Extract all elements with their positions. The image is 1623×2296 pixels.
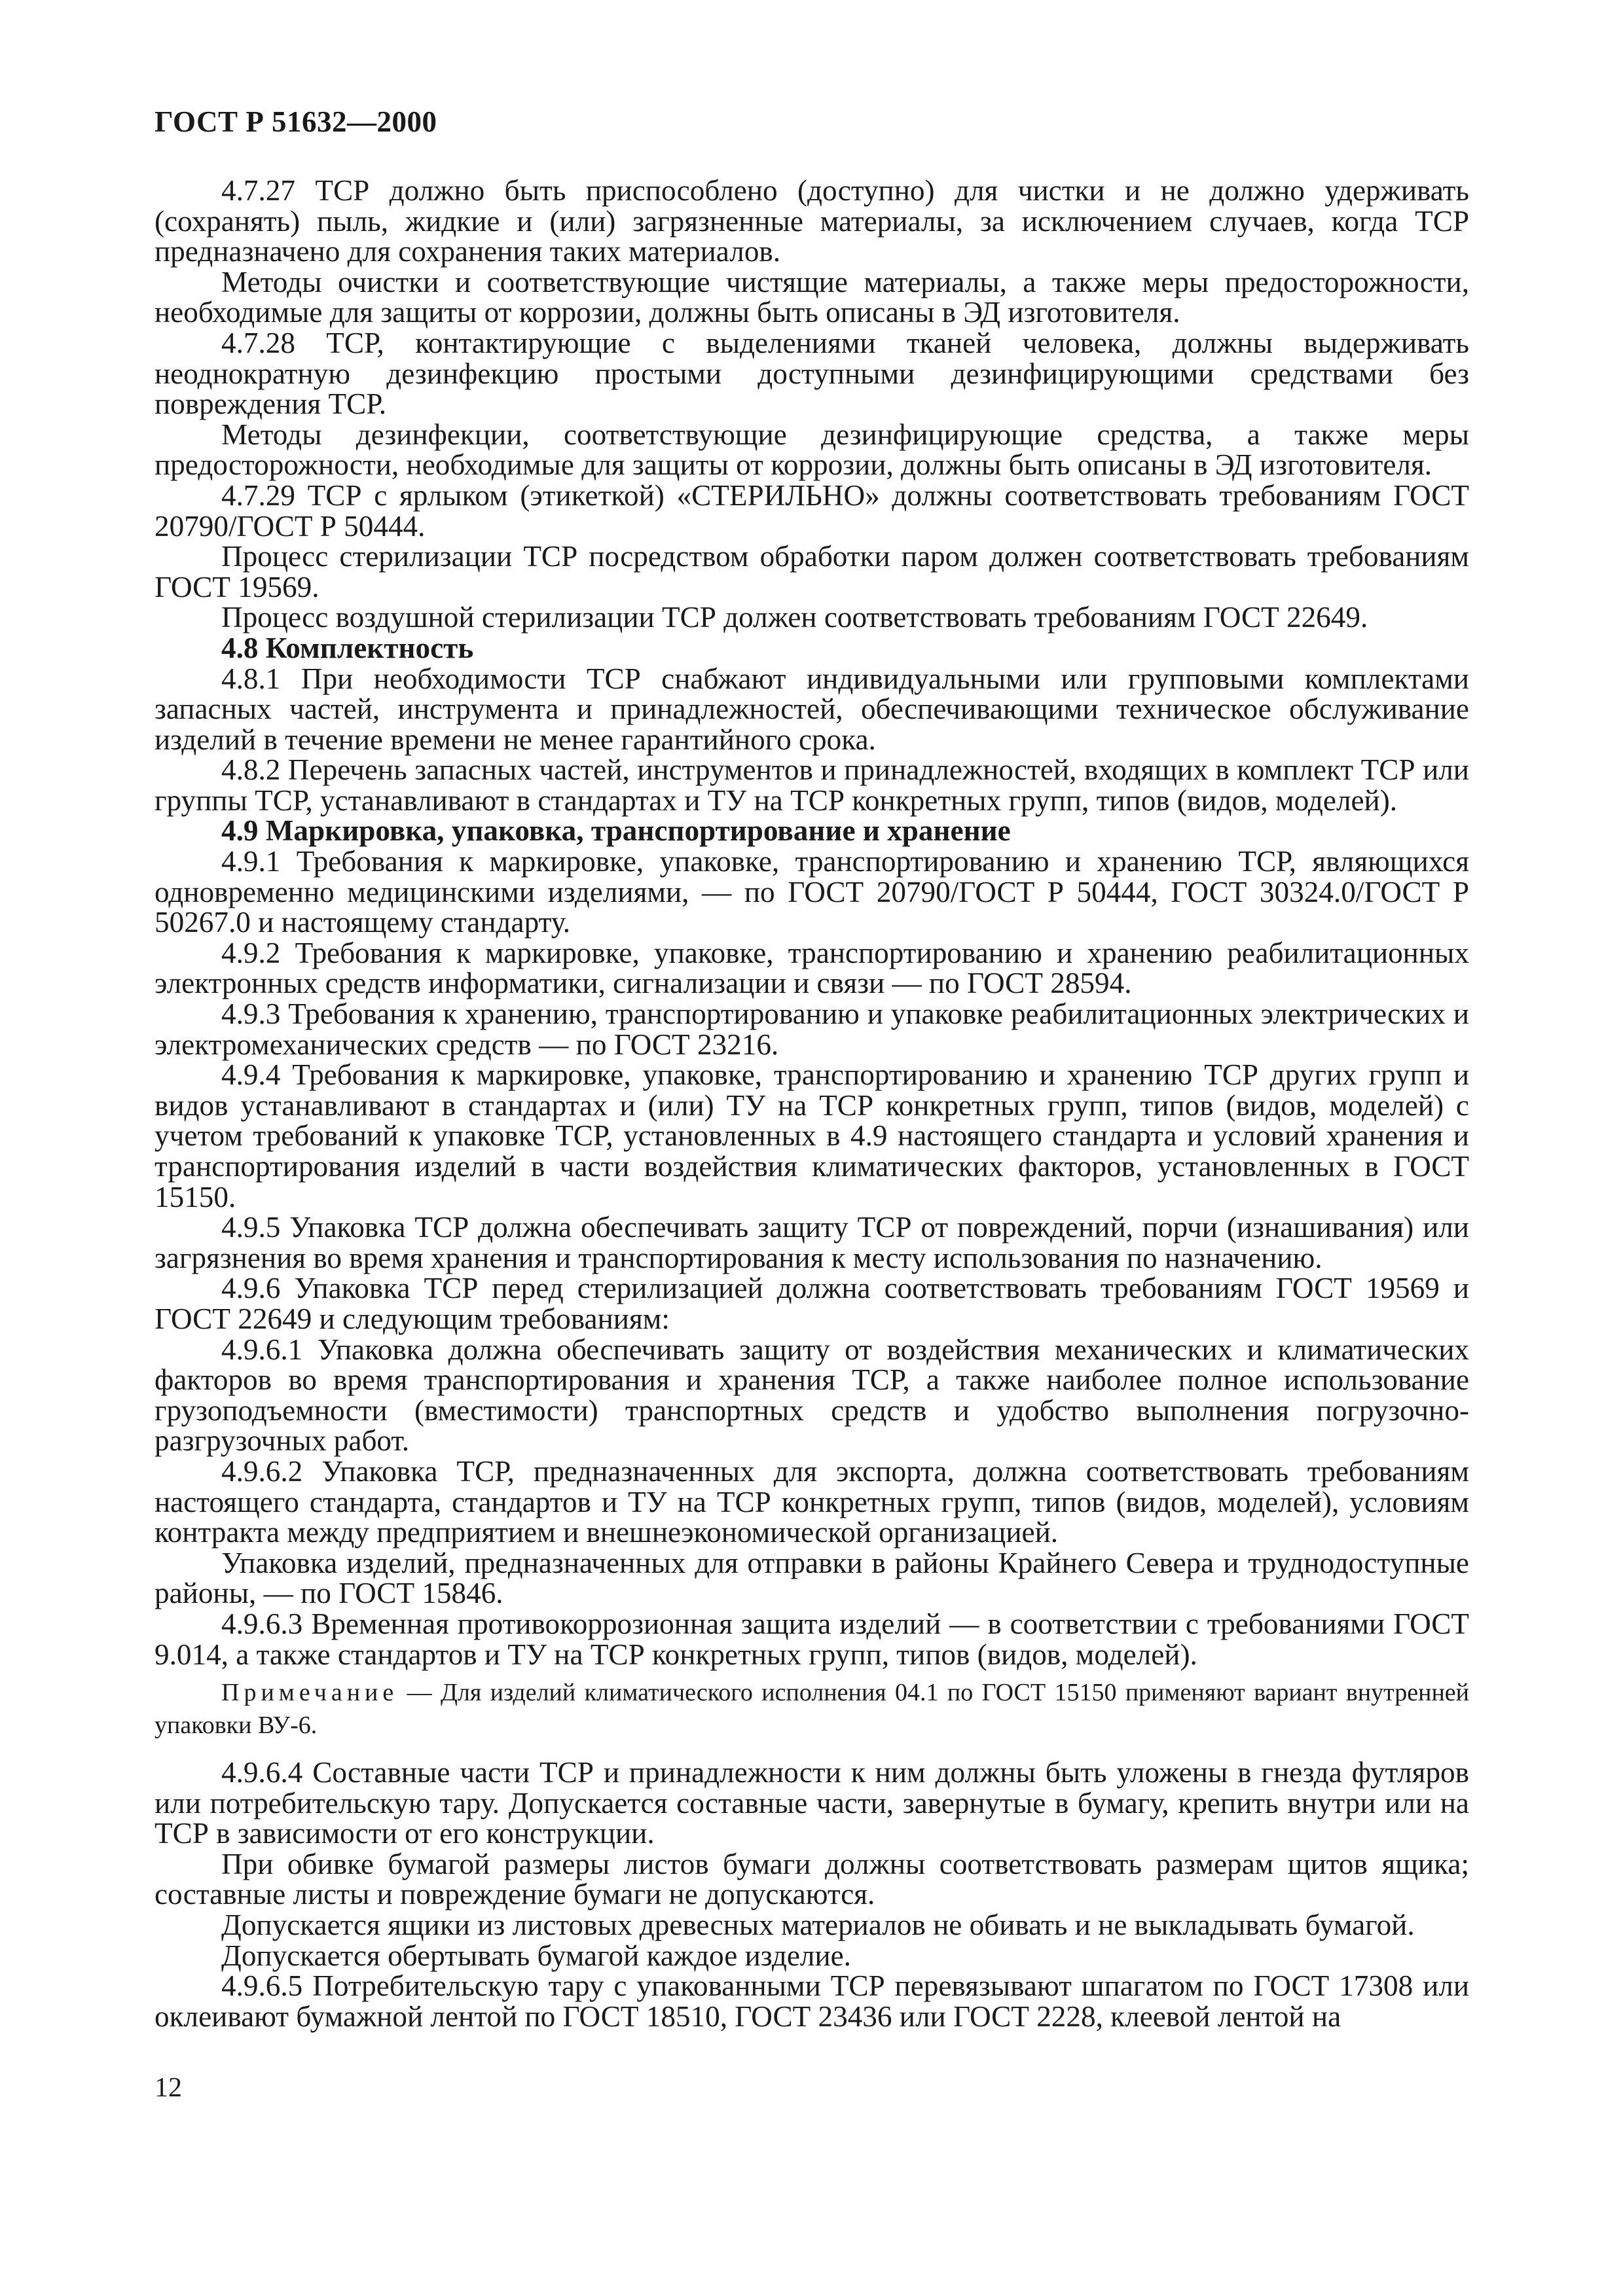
paragraph-4-9-3: 4.9.3 Требования к хранению, транспортированию и упаковке реабилитационных электрических и электромеханических средств — по ГОСТ 23216.	[155, 997, 1469, 1061]
document-header: ГОСТ Р 51632—2000	[155, 105, 437, 138]
paragraph-4-9-6-1: 4.9.6.1 Упаковка должна обеспечивать защиту от воздействия механических и климатических факторов во время транспортирования и хранения ТСР, а также наиболее полное использование грузоподъемности (вместимости) транспортных средств и удобство выполнения погрузочно-разгрузочных работ.	[155, 1333, 1469, 1458]
paragraph-4-9-6-5: 4.9.6.5 Потребительскую тару с упакованными ТСР перевязывают шпагатом по ГОСТ 17308 или оклеивают бумажной лентой по ГОСТ 18510, ГОСТ 23436 или ГОСТ 2228, клеевой лентой на	[155, 1969, 1469, 2033]
paragraph-4-7-28: 4.7.28 ТСР, контактирующие с выделениями тканей человека, должны выдерживать неоднократную дезинфекцию простыми доступными дезинфицирующими средствами без повреждения ТСР.	[155, 326, 1469, 421]
paragraph-4-9-4: 4.9.4 Требования к маркировке, упаковке, транспортированию и хранению ТСР других групп и видов устанавливают в стандартах и (или) ТУ на ТСР конкретных групп, типов (видов, моделей) с учетом требований к упаковке ТСР, установленных в 4.9 настоящего стандарта и условий хранения и транспортирования изделий в части воздействия климатических факторов, установленных в ГОСТ 15150.	[155, 1058, 1469, 1213]
paragraph-4-8-1: 4.8.1 При необходимости ТСР снабжают индивидуальными или групповыми комплектами запасных частей, инструмента и принадлежностей, обеспечивающими техническое обслуживание изделий в течение времени не менее гарантийного срока.	[155, 662, 1469, 756]
paragraph-4-7-29: 4.7.29 ТСР с ярлыком (этикеткой) «СТЕРИЛЬНО» должны соответствовать требованиям ГОСТ 20790/ГОСТ Р 50444.	[155, 478, 1469, 543]
paragraph-boxes-no-lining: Допускается ящики из листовых древесных материалов не обивать и не выкладывать бумагой.	[221, 1909, 1415, 1942]
paragraph-4-9-6: 4.9.6 Упаковка ТСР перед стерилизацией должна соответствовать требованиям ГОСТ 19569 и ГОСТ 22649 и следующим требованиям:	[155, 1272, 1469, 1335]
paragraph-4-9-5: 4.9.5 Упаковка ТСР должна обеспечивать защиту ТСР от повреждений, порчи (изнашивания) или загрязнения во время хранения и транспортирования к месту использования по назначению.	[155, 1211, 1469, 1274]
paragraph-4-9-1: 4.9.1 Требования к маркировке, упаковке, транспортированию и хранению ТСР, являющихся одновременно медицинскими изделиями, — по ГОСТ 20790/ГОСТ Р 50444, ГОСТ 30324.0/ГОСТ Р 50267.0 и настоящему стандарту.	[155, 845, 1469, 939]
paragraph-cleaning-methods: Методы очистки и соответствующие чистящие материалы, а также меры предосторожности, необходимые для защиты от коррозии, должны быть описаны в ЭД изготовителя.	[155, 265, 1469, 329]
note-label: Примечание	[221, 1679, 399, 1707]
paragraph-4-9-2: 4.9.2 Требования к маркировке, упаковке, транспортированию и хранению реабилитационных электронных средств информатики, сигнализации и связи — по ГОСТ 28594.	[155, 936, 1469, 1000]
document-body	[155, 175, 1469, 2032]
paragraph-4-9-6-3: 4.9.6.3 Временная противокоррозионная защита изделий — в соответствии с требованиями ГОСТ 9.014, а также стандартов и ТУ на ТСР конкретных групп, типов (видов, моделей).	[155, 1607, 1469, 1671]
section-heading-4-8: 4.8 Комплектность	[221, 631, 474, 664]
paragraph-4-7-27: 4.7.27 ТСР должно быть приспособлено (доступно) для чистки и не должно удерживать (сохранять) пыль, жидкие и (или) загрязненные материалы, за исключением случаев, когда ТСР предназначено для сохранения таких материалов.	[155, 174, 1469, 268]
paragraph-disinfection-methods: Методы дезинфекции, соответствующие дезинфицирующие средства, а также меры предосторожности, необходимые для защиты от коррозии, должны быть описаны в ЭД изготовителя.	[155, 418, 1469, 482]
page-number: 12	[155, 2073, 182, 2103]
paragraph-wrap-each-item: Допускается обертывать бумагой каждое изделие.	[221, 1939, 851, 1972]
note	[155, 1676, 1469, 1742]
paragraph-paper-lining: При обивке бумагой размеры листов бумаги должны соответствовать размерам щитов ящика; составные листы и повреждение бумаги не допускаются.	[155, 1847, 1469, 1911]
note-text: — Для изделий климатического исполнения 04.1 по ГОСТ 15150 применяют вариант внутренней упаковки ВУ-6.	[155, 1679, 1469, 1740]
paragraph-4-9-6-4: 4.9.6.4 Составные части ТСР и принадлежности к ним должны быть уложены в гнезда футляров или потребительскую тару. Допускается составные части, завернутые в бумагу, крепить внутри или на ТСР в зависимости от его конструкции.	[155, 1756, 1469, 1850]
paragraph-4-8-2: 4.8.2 Перечень запасных частей, инструментов и принадлежностей, входящих в комплект ТСР или группы ТСР, устанавливают в стандартах и ТУ на ТСР конкретных групп, типов (видов, моделей).	[155, 753, 1469, 817]
paragraph-far-north-packaging: Упаковка изделий, предназначенных для отправки в районы Крайнего Севера и труднодоступные районы, — по ГОСТ 15846.	[155, 1546, 1469, 1610]
paragraph-air-sterilization: Процесс воздушной стерилизации ТСР должен соответствовать требованиям ГОСТ 22649.	[221, 601, 1368, 634]
paragraph-4-9-6-2: 4.9.6.2 Упаковка ТСР, предназначенных для экспорта, должна соответствовать требованиям настоящего стандарта, стандартов и ТУ на ТСР конкретных групп, типов (видов, моделей), условиям контракта между предприятием и внешнеэкономической организацией.	[155, 1454, 1469, 1549]
section-heading-4-9: 4.9 Маркировка, упаковка, транспортирование и хранение	[221, 814, 1011, 848]
paragraph-steam-sterilization: Процесс стерилизации ТСР посредством обработки паром должен соответствовать требованиям ГОСТ 19569.	[155, 540, 1469, 603]
